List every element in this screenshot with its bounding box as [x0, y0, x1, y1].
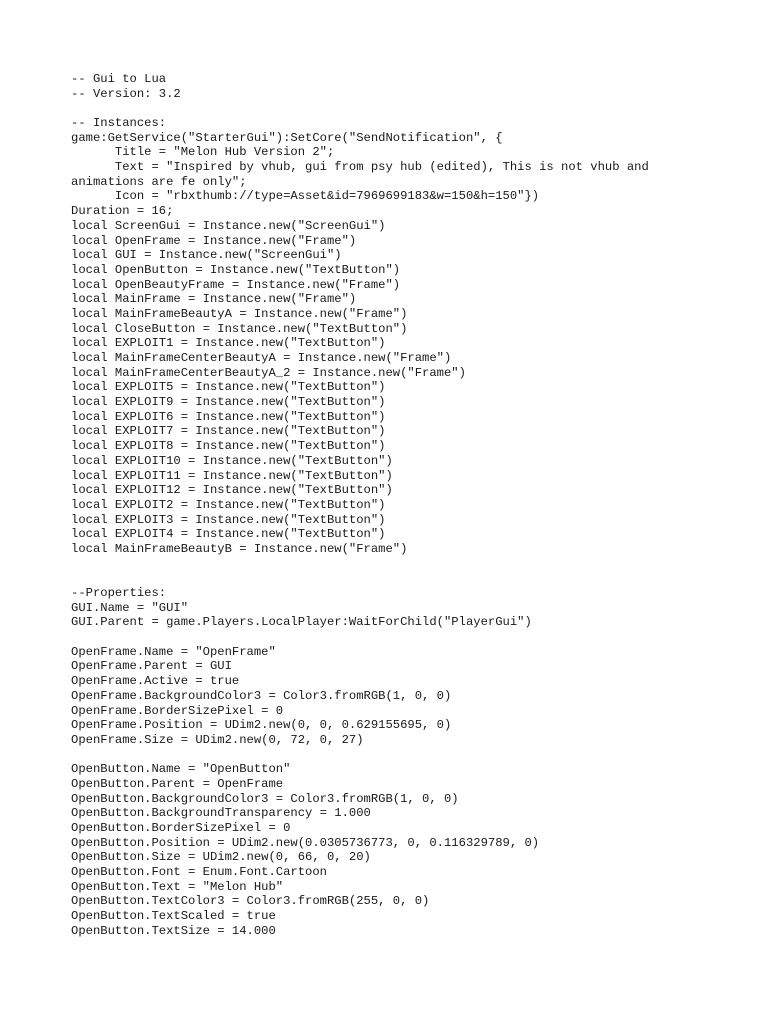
- code-line: OpenFrame.Size = UDim2.new(0, 72, 0, 27): [71, 732, 364, 747]
- code-line: local CloseButton = Instance.new("TextButton"): [71, 321, 408, 336]
- code-line: local EXPLOIT12 = Instance.new("TextButton"): [71, 483, 393, 498]
- code-line: local EXPLOIT2 = Instance.new("TextButton"): [71, 497, 386, 512]
- code-line: OpenButton.BorderSizePixel = 0: [71, 820, 291, 835]
- code-line: -- Version: 3.2: [71, 86, 181, 101]
- code-line: local OpenButton = Instance.new("TextButton"): [71, 262, 401, 277]
- code-line: game:GetService("StarterGui"):SetCore("SendNotification", {: [71, 130, 503, 145]
- code-line: Icon = "rbxthumb://type=Asset&id=7969699183&w=150&h=150"}): [71, 189, 540, 204]
- code-line: OpenFrame.Position = UDim2.new(0, 0, 0.629155695, 0): [71, 718, 452, 733]
- code-line: OpenButton.TextSize = 14.000: [71, 923, 276, 938]
- code-line: [71, 101, 691, 116]
- code-line: OpenButton.BackgroundColor3 = Color3.fromRGB(1, 0, 0): [71, 791, 459, 806]
- code-line: OpenButton.Name = "OpenButton": [71, 762, 291, 777]
- code-line: local OpenFrame = Instance.new("Frame"): [71, 233, 357, 248]
- code-line: OpenButton.TextScaled = true: [71, 909, 276, 924]
- code-line: GUI.Name = "GUI": [71, 600, 189, 615]
- code-line: OpenFrame.Name = "OpenFrame": [71, 644, 276, 659]
- code-line: local EXPLOIT8 = Instance.new("TextButton"): [71, 439, 386, 454]
- code-line: OpenButton.Parent = OpenFrame: [71, 776, 284, 791]
- code-line: local EXPLOIT9 = Instance.new("TextButton"): [71, 395, 386, 410]
- code-line: local EXPLOIT10 = Instance.new("TextButton"): [71, 453, 393, 468]
- code-line: local MainFrameCenterBeautyA = Instance.new("Frame"): [71, 351, 452, 366]
- code-line: animations are fe only";: [71, 174, 247, 189]
- code-line: OpenFrame.BackgroundColor3 = Color3.fromRGB(1, 0, 0): [71, 688, 452, 703]
- code-line: GUI.Parent = game.Players.LocalPlayer:WaitForChild("PlayerGui"): [71, 615, 532, 630]
- code-line: OpenFrame.Parent = GUI: [71, 659, 232, 674]
- code-line: local EXPLOIT1 = Instance.new("TextButton"): [71, 336, 386, 351]
- code-line: OpenButton.Text = "Melon Hub": [71, 879, 284, 894]
- code-line: Title = "Melon Hub Version 2";: [71, 145, 335, 160]
- code-line: Text = "Inspired by vhub, gui from psy hub (edited), This is not vhub and: [71, 160, 649, 175]
- code-line: local MainFrameBeautyB = Instance.new("Frame"): [71, 541, 408, 556]
- code-line: OpenButton.BackgroundTransparency = 1.000: [71, 806, 371, 821]
- code-line: Duration = 16;: [71, 204, 174, 219]
- code-line: OpenButton.Font = Enum.Font.Cartoon: [71, 865, 327, 880]
- code-line: [71, 557, 691, 572]
- code-line: OpenButton.Size = UDim2.new(0, 66, 0, 20): [71, 850, 371, 865]
- code-line: local EXPLOIT6 = Instance.new("TextButton"): [71, 409, 386, 424]
- code-line: [71, 630, 691, 645]
- code-line: local ScreenGui = Instance.new("ScreenGui"): [71, 218, 386, 233]
- code-line: local GUI = Instance.new("ScreenGui"): [71, 248, 342, 263]
- code-line: [71, 748, 691, 763]
- code-line: OpenFrame.BorderSizePixel = 0: [71, 703, 284, 718]
- code-line: local EXPLOIT3 = Instance.new("TextButton"): [71, 512, 386, 527]
- code-line: -- Gui to Lua: [71, 72, 167, 86]
- code-line: OpenButton.Position = UDim2.new(0.0305736773, 0, 0.116329789, 0): [71, 835, 540, 850]
- code-line: -- Instances:: [71, 116, 167, 131]
- code-line: OpenFrame.Active = true: [71, 674, 240, 689]
- code-line: local OpenBeautyFrame = Instance.new("Frame"): [71, 277, 401, 292]
- code-line: local EXPLOIT5 = Instance.new("TextButton"): [71, 380, 386, 395]
- code-line: local MainFrame = Instance.new("Frame"): [71, 292, 357, 307]
- code-line: local EXPLOIT11 = Instance.new("TextButton"): [71, 468, 393, 483]
- code-line: local MainFrameCenterBeautyA_2 = Instance.new("Frame"): [71, 365, 466, 380]
- code-line: local MainFrameBeautyA = Instance.new("Frame"): [71, 306, 408, 321]
- code-line: OpenButton.TextColor3 = Color3.fromRGB(255, 0, 0): [71, 894, 430, 909]
- code-line: local EXPLOIT7 = Instance.new("TextButton"): [71, 424, 386, 439]
- code-line: [71, 571, 691, 586]
- code-listing: [71, 72, 691, 938]
- code-line: --Properties:: [71, 586, 167, 601]
- code-line: local EXPLOIT4 = Instance.new("TextButton"): [71, 527, 386, 542]
